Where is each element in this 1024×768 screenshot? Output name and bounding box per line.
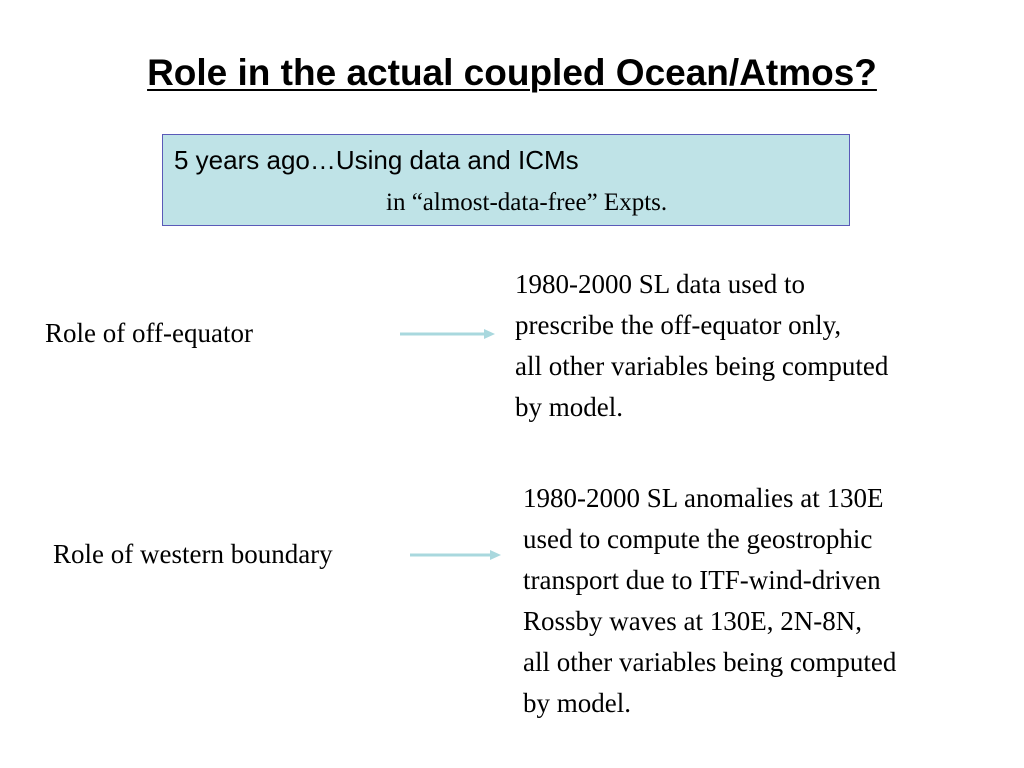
- description-line: used to compute the geostrophic: [523, 524, 873, 554]
- callout-line-1: 5 years ago…Using data and ICMs: [174, 145, 579, 175]
- description-line: Rossby waves at 130E, 2N-8N,: [523, 606, 862, 636]
- description-line: 1980-2000 SL anomalies at 130E: [523, 483, 884, 513]
- right-arrow-icon: [398, 322, 498, 346]
- description-line: all other variables being computed: [515, 351, 889, 381]
- description-line: 1980-2000 SL data used to: [515, 269, 805, 299]
- callout-line-2: in “almost-data-free” Expts.: [386, 189, 668, 216]
- row-label-western-boundary: Role of western boundary: [53, 539, 333, 569]
- row-description-western-boundary: [523, 478, 896, 724]
- slide-title: Role in the actual coupled Ocean/Atmos?: [147, 52, 877, 93]
- description-line: prescribe the off-equator only,: [515, 310, 842, 340]
- right-arrow-icon: [408, 543, 504, 567]
- row-description-off-equator: [515, 264, 888, 428]
- description-line: transport due to ITF-wind-driven: [523, 565, 881, 595]
- description-line: by model.: [515, 392, 623, 422]
- description-line: by model.: [523, 688, 631, 718]
- description-line: all other variables being computed: [523, 647, 897, 677]
- row-label-off-equator: Role of off-equator: [45, 318, 253, 348]
- callout-box: [162, 134, 850, 226]
